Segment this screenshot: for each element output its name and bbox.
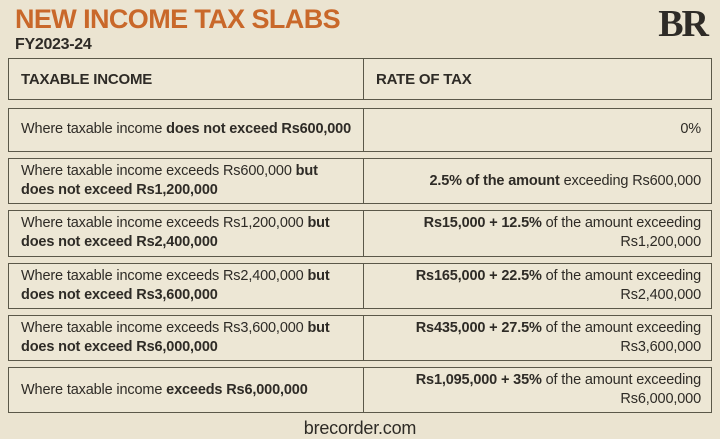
rate-normal-text: exceeding Rs600,000	[559, 172, 701, 189]
taxable-income-text	[21, 120, 351, 139]
rate-normal-text: 0%	[680, 121, 701, 138]
taxable-income-text	[21, 267, 353, 305]
rate-of-tax-cell	[364, 368, 711, 412]
header	[0, 0, 720, 58]
br-logo: BR	[658, 3, 707, 45]
rate-bold-text: Rs1,095,000 + 35%	[415, 372, 542, 388]
income-normal-text: Where taxable income	[21, 121, 167, 138]
table-row	[8, 210, 712, 256]
taxable-income-cell	[9, 211, 364, 255]
footer	[0, 413, 720, 439]
taxable-income-text	[21, 381, 308, 400]
table-row	[8, 263, 712, 309]
tax-slab-table	[8, 58, 712, 413]
rate-second-line: Rs6,000,000	[620, 391, 701, 408]
table-header-row	[8, 58, 712, 100]
rate-bold-text: Rs165,000 + 22.5%	[415, 267, 542, 284]
fiscal-year-subtitle: FY2023-24	[15, 36, 92, 54]
rate-normal-text: of the amount exceeding	[541, 267, 701, 284]
rate-of-tax-text	[680, 120, 701, 139]
rate-bold-text: Rs15,000 + 12.5%	[423, 215, 542, 232]
page-title: NEW INCOME TAX SLABS	[15, 4, 340, 34]
income-bold-text: but does not exceed Rs2,400,000	[21, 215, 330, 251]
taxable-income-cell	[9, 159, 364, 203]
rate-normal-text: of the amount exceeding	[541, 372, 701, 388]
taxable-income-cell	[9, 368, 364, 412]
rate-of-tax-text	[429, 172, 701, 191]
rate-of-tax-cell	[364, 316, 711, 360]
rate-of-tax-text	[416, 371, 701, 409]
rate-bold-text: 2.5% of the amount	[429, 172, 560, 189]
rate-second-line: Rs2,400,000	[620, 286, 701, 303]
income-normal-text: Where taxable income exceeds Rs1,200,000	[21, 215, 308, 232]
table-row	[8, 108, 712, 152]
income-bold-text: but does not exceed Rs6,000,000	[21, 319, 330, 355]
rate-of-tax-text	[416, 319, 701, 357]
income-normal-text: Where taxable income exceeds Rs3,600,000	[21, 319, 308, 336]
table-row	[8, 315, 712, 361]
rate-second-line: Rs3,600,000	[620, 338, 701, 355]
rate-second-line: Rs1,200,000	[620, 234, 701, 251]
taxable-income-text	[21, 214, 353, 252]
income-normal-text: Where taxable income exceeds Rs600,000	[21, 163, 296, 179]
table-row	[8, 158, 712, 204]
table-row	[8, 367, 712, 413]
income-bold-text: exceeds Rs6,000,000	[166, 381, 308, 398]
taxable-income-cell	[9, 316, 364, 360]
column-header-taxable-income: TAXABLE INCOME	[9, 59, 364, 99]
column-header-rate-of-tax: RATE OF TAX	[376, 70, 472, 88]
income-bold-text: does not exceed Rs600,000	[166, 121, 352, 138]
rate-normal-text: of the amount exceeding	[541, 319, 701, 336]
rate-bold-text: Rs435,000 + 27.5%	[415, 319, 542, 336]
rate-normal-text: of the amount exceeding	[541, 215, 701, 232]
rate-of-tax-cell	[364, 211, 711, 255]
rate-of-tax-cell	[364, 109, 711, 151]
rate-of-tax-cell	[364, 264, 711, 308]
rate-of-tax-cell	[364, 159, 711, 203]
taxable-income-text	[21, 319, 353, 357]
income-normal-text: Where taxable income	[21, 381, 167, 398]
taxable-income-cell	[9, 109, 364, 151]
income-bold-text: but does not exceed Rs3,600,000	[21, 267, 330, 303]
rate-of-tax-text	[416, 267, 701, 305]
income-normal-text: Where taxable income exceeds Rs2,400,000	[21, 267, 308, 284]
source-website: brecorder.com	[303, 418, 417, 439]
taxable-income-text	[21, 162, 353, 200]
rate-of-tax-text	[424, 214, 701, 252]
income-bold-text: but does not exceed Rs1,200,000	[21, 163, 318, 199]
taxable-income-cell	[9, 264, 364, 308]
